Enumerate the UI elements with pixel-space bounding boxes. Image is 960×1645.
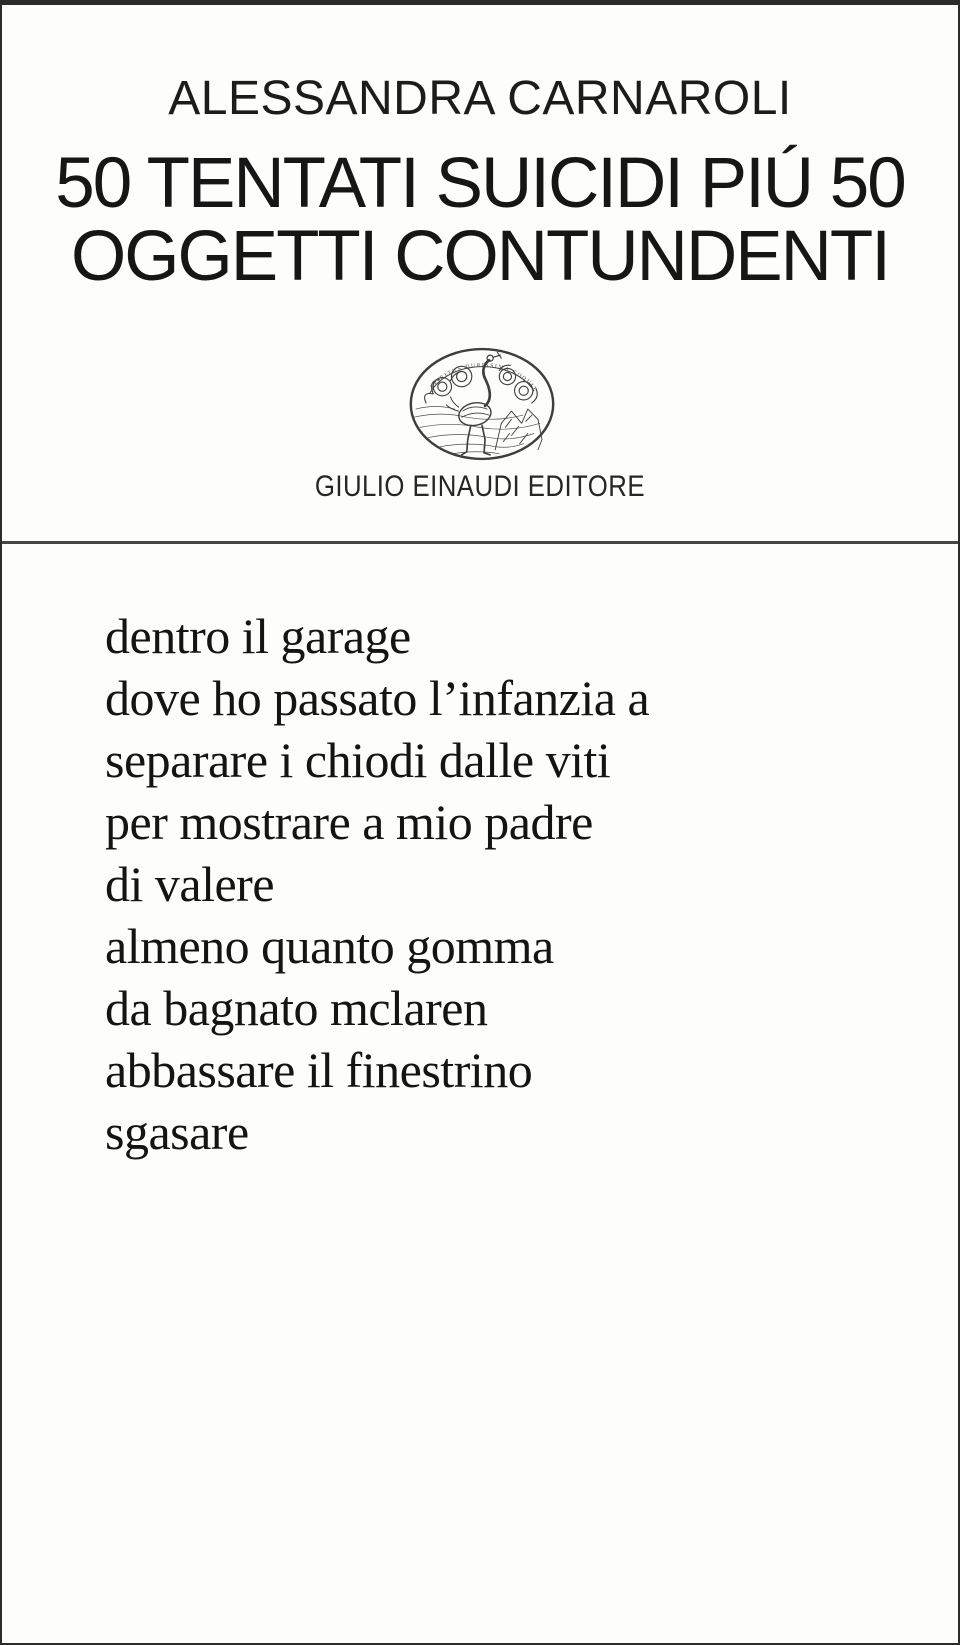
poem-line: da bagnato mclaren: [105, 980, 488, 1036]
section-divider: [2, 541, 958, 544]
book-title: [2, 144, 958, 296]
einaudi-ostrich-logo-icon: [405, 346, 559, 464]
author-name: ALESSANDRA CARNAROLI: [168, 72, 792, 125]
poem-line: abbassare il finestrino: [105, 1042, 533, 1098]
title-line-1: 50 TENTATI SUICIDI PIÚ 50: [55, 144, 905, 223]
poem-line: sgasare: [105, 1104, 249, 1160]
poem-line: almeno quanto gomma: [105, 918, 554, 974]
title-line-2: OGGETTI CONTUNDENTI: [71, 217, 889, 296]
poem-line: separare i chiodi dalle viti: [105, 732, 611, 788]
logo-motto-text: SPIRITUS DURISSIMA COQUIT: [429, 362, 539, 394]
poem-text: [105, 605, 918, 1163]
poem-line: dentro il garage: [105, 608, 411, 664]
poem-line: dove ho passato l’infanzia a: [105, 670, 650, 726]
publisher-name: [2, 472, 958, 502]
publisher-name-text: GIULIO EINAUDI EDITORE: [314, 470, 646, 503]
poem-line: di valere: [105, 856, 275, 912]
poem-line: per mostrare a mio padre: [105, 794, 593, 850]
